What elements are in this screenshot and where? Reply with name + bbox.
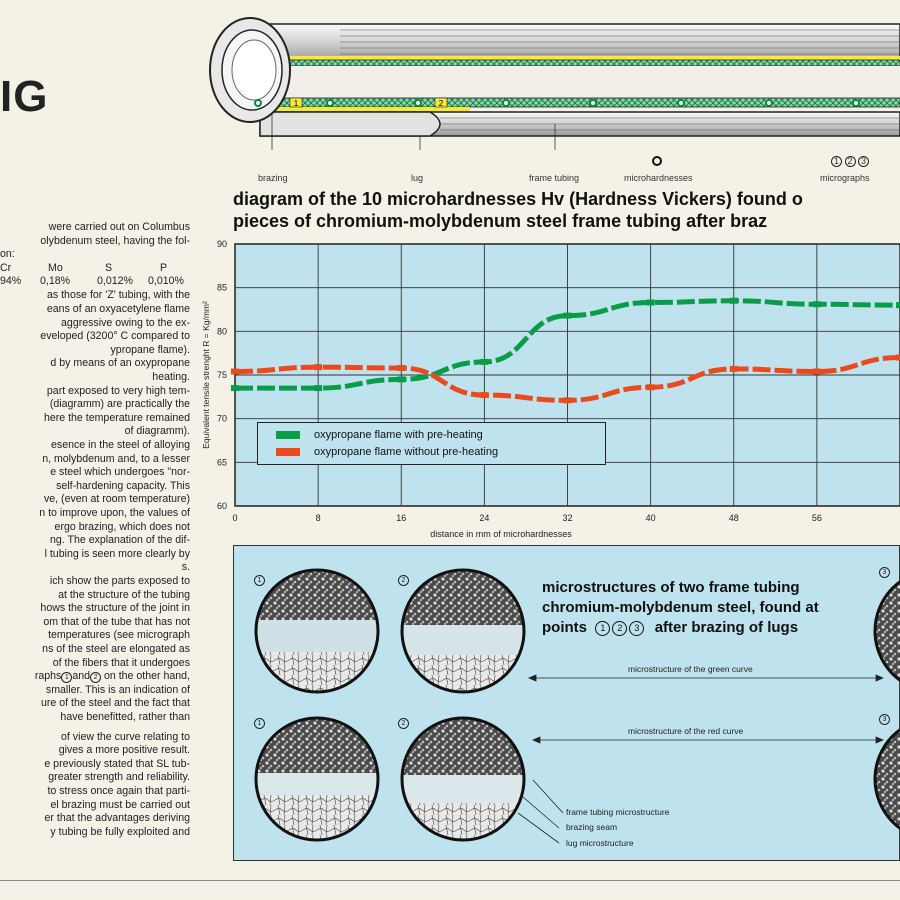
text-line: as those for 'Z' tubing, with the: [46, 289, 190, 302]
x-axis-label: distance in mm of microhardnesses: [430, 529, 572, 539]
hardness-chart: [195, 236, 900, 546]
text-line: part exposed to very high tem-: [46, 384, 190, 397]
text-line: olybdenum steel, having the fol-: [40, 234, 190, 247]
data-point-green: [397, 376, 405, 382]
point-marker: [853, 100, 859, 106]
text-line: om that of the tube that has not: [43, 615, 190, 628]
text-line: ypropane flame).: [110, 343, 190, 356]
microhardness-icon: [652, 156, 662, 166]
text-line: el brazing must be carried out: [50, 798, 190, 811]
circle-number-1: 1: [254, 575, 265, 586]
y-tick-label: 65: [216, 457, 227, 468]
text-line: gives a more positive result.: [58, 744, 190, 757]
tube-diagram: [200, 10, 900, 150]
data-point-red: [480, 392, 488, 398]
label-brazing: brazing: [258, 173, 288, 183]
circle-number-3-red: 3: [879, 714, 890, 725]
text-line: of view the curve relating to: [61, 730, 190, 743]
micrograph-numbers: 1 2 3: [831, 156, 869, 167]
point-marker: [327, 100, 333, 106]
bottom-rule: [0, 880, 900, 881]
data-point-green: [647, 300, 655, 306]
page-heading: IG: [0, 72, 49, 121]
data-point-green: [813, 301, 821, 307]
text-line: aggressive owing to the ex-: [61, 316, 190, 329]
label-lug: lug: [411, 173, 424, 183]
micrograph-2-green: [398, 565, 528, 697]
mesh-bottom: [250, 98, 900, 107]
point-marker: [590, 100, 596, 106]
circle-number-2-red: 2: [398, 718, 409, 729]
x-tick-label: 24: [479, 513, 490, 523]
point-marker: [678, 100, 684, 106]
point-marker: [766, 100, 772, 106]
data-point-green: [480, 359, 488, 365]
text-line: ich show the parts exposed to: [49, 575, 190, 587]
x-tick-label: 0: [232, 513, 238, 523]
data-point-red: [564, 397, 572, 403]
text-line: of the fibers that it undergoes: [52, 656, 190, 669]
y-tick-label: 70: [216, 413, 227, 424]
data-point-green: [730, 298, 738, 304]
circle-number-1-red: 1: [254, 718, 265, 729]
data-point-red: [397, 365, 405, 371]
lug-shell: [260, 112, 440, 136]
composition-symbol: P: [160, 261, 168, 274]
point-marker: [415, 100, 421, 106]
text-line: raphs 1 and 2 on the other hand,: [34, 670, 190, 683]
x-tick-label: 8: [315, 513, 321, 523]
text-line: esence in the steel of alloying: [51, 439, 190, 451]
red-curve-label: microstructure of the red curve: [628, 726, 744, 736]
data-point-green: [564, 313, 572, 319]
callout-lug: lug microstructure: [566, 838, 634, 848]
text-line: ng. The explanation of the dif-: [50, 534, 190, 547]
micrograph-3-red: [873, 715, 900, 845]
legend-item-red: oxypropane flame without pre-heating: [276, 446, 498, 458]
text-line: ve, (even at room temperature): [43, 493, 190, 506]
micrograph-1-green: [253, 565, 383, 697]
legend-item-green: oxypropane flame with pre-heating: [276, 429, 483, 441]
data-point-green: [896, 302, 900, 308]
x-tick-label: 48: [728, 513, 739, 523]
text-line: ns of the steel are elongated as: [42, 643, 190, 655]
text-line: hows the structure of the joint in: [40, 602, 190, 615]
text-line: s.: [181, 561, 190, 574]
data-point-red: [314, 364, 322, 370]
micrograph-2-red: [398, 715, 528, 845]
text-line: of diagramm).: [124, 425, 190, 438]
text-line: eans of an oxyacetylene flame: [46, 303, 190, 315]
text-line: temperatures (see micrograph: [48, 629, 190, 642]
text-line: on:: [0, 248, 15, 261]
label-micrographs: micrographs: [820, 173, 870, 183]
data-point-green: [314, 385, 322, 391]
micrograph-1-red: [253, 715, 383, 845]
circle-number-3: 3: [879, 567, 890, 578]
composition-value: 0,18%: [40, 275, 71, 288]
chart-legend: [257, 422, 606, 465]
label-frame-tubing: frame tubing: [529, 173, 580, 183]
text-line: to stress once again that parti-: [47, 785, 190, 797]
text-line: d by means of an oxypropane: [50, 357, 190, 370]
data-point-red: [647, 384, 655, 390]
x-tick-label: 16: [396, 513, 407, 523]
point-marker: [503, 100, 509, 106]
y-tick-label: 75: [216, 370, 227, 380]
composition-value: 0,010%: [148, 275, 184, 288]
y-tick-label: 80: [216, 326, 227, 337]
text-line: n, molybdenum and, to a lesser: [42, 452, 190, 465]
composition-symbol: S: [105, 261, 113, 274]
text-line: heating.: [152, 371, 190, 383]
legend-swatch-red: [276, 448, 300, 456]
composition-value: 0,012%: [97, 275, 133, 288]
composition-symbol: Mo: [48, 261, 63, 274]
point-marker: [255, 100, 261, 106]
text-line: l tubing is seen more clearly by: [44, 547, 190, 560]
data-point-red: [813, 369, 821, 375]
x-tick-label: 32: [562, 513, 573, 523]
data-point-green: [231, 385, 239, 391]
text-line: (diagramm) are practically the: [49, 398, 190, 411]
data-point-red: [730, 366, 738, 372]
data-point-red: [231, 369, 239, 375]
y-axis-label: Equivalent tensile strenght R = Kg/mm²: [201, 301, 211, 449]
text-line: ure of the steel and the fact that: [40, 697, 190, 710]
text-line: y tubing be fully exploited and: [50, 825, 190, 838]
green-curve-label: microstructure of the green curve: [628, 664, 753, 674]
text-line: n to improve upon, the values of: [39, 507, 190, 519]
text-line: self-hardening capacity. This: [56, 479, 190, 492]
text-line: smaller. This is an indication of: [45, 683, 190, 696]
x-tick-label: 40: [645, 513, 656, 523]
text-line: were carried out on Columbus: [48, 221, 190, 233]
text-line: here the temperature remained: [43, 411, 190, 424]
microstructures-title: microstructures of two frame tubing chromium-molybdenum steel, found at points 1 2 3 after brazing of lugs: [542, 579, 819, 636]
label-microhardnesses: microhardnesses: [624, 173, 693, 183]
callout-frame-tubing: frame tubing microstructure: [566, 807, 670, 817]
braze-strip-top: [250, 56, 900, 60]
point-number-1: 1: [293, 99, 299, 108]
y-tick-label: 85: [216, 282, 227, 293]
legend-swatch-green: [276, 431, 300, 439]
text-line: eveloped (3200° C compared to: [40, 330, 190, 343]
text-line: have benefitted, rather than: [60, 711, 190, 723]
text-line: greater strength and reliability.: [48, 771, 190, 784]
x-tick-label: 56: [811, 513, 822, 523]
text-line: e previously stated that SL tub-: [44, 757, 190, 770]
mesh-top: [250, 60, 900, 66]
chart-title: diagram of the 10 microhardnesses Hv (Hardness Vickers) found o pieces of chromium-molybdenum steel frame tubing after braz: [233, 189, 803, 231]
y-tick-label: 60: [216, 501, 227, 511]
text-line: ergo brazing, which does not: [54, 520, 190, 533]
point-number-2: 2: [438, 99, 444, 108]
data-point-red: [896, 355, 900, 361]
callout-brazing-seam: brazing seam: [566, 822, 618, 832]
y-tick-label: 90: [216, 239, 227, 249]
text-line: er that the advantages deriving: [44, 812, 190, 825]
composition-value: 94%: [0, 275, 22, 288]
composition-symbol: Cr: [0, 261, 12, 274]
text-line: e steel which undergoes "nor-: [50, 466, 190, 479]
circle-number-2: 2: [398, 575, 409, 586]
text-line: at the structure of the tubing: [58, 588, 190, 601]
